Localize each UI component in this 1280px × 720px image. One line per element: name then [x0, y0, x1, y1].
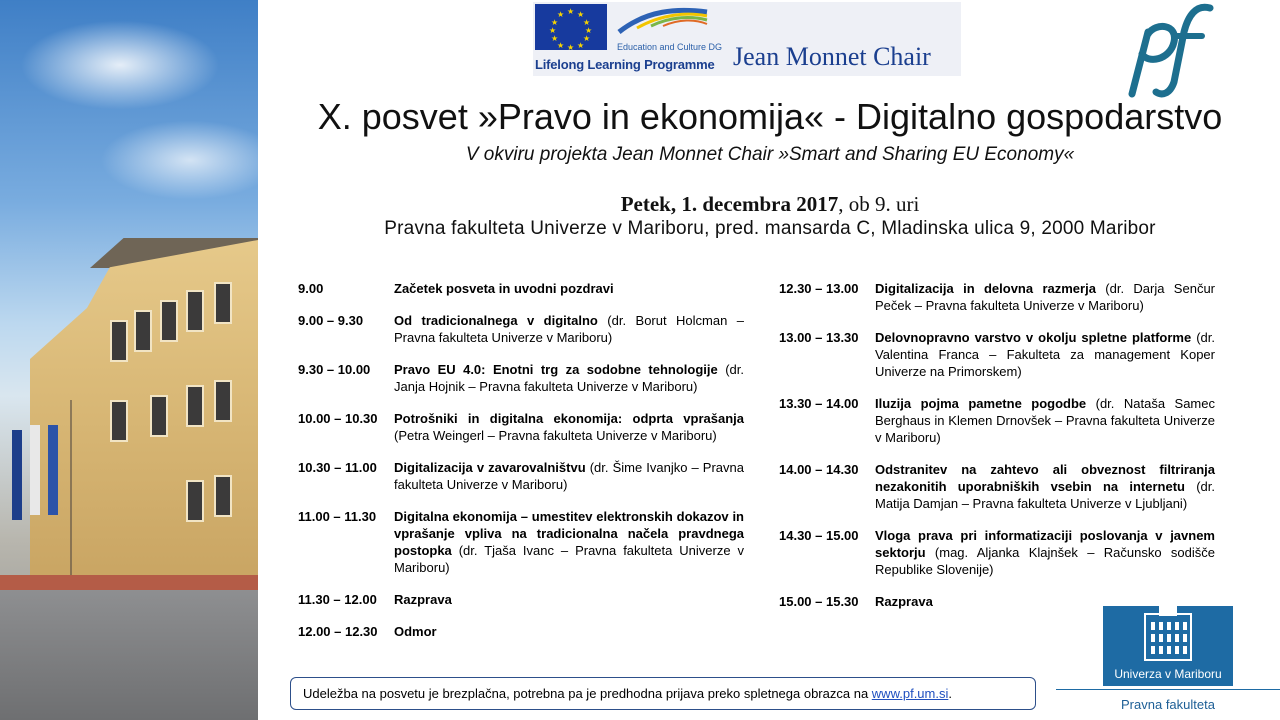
program-item [298, 312, 744, 346]
program-time: 11.00 – 11.30 [298, 509, 377, 524]
program-desc [394, 361, 744, 395]
building-window [110, 320, 128, 362]
program-title: Iluzija pojma pametne pogodbe [875, 396, 1087, 411]
program-speaker: (Petra Weingerl – Pravna fakulteta Univerze v Mariboru) [394, 428, 717, 443]
program-time: 15.00 – 15.30 [779, 594, 859, 609]
building-photo [0, 0, 258, 720]
program-time: 13.30 – 14.00 [779, 396, 859, 411]
program-title: Digitalizacija v zavarovalništvu [394, 460, 586, 475]
eu-flag-icon: ★ ★ ★ ★ ★ ★ ★ ★ ★ ★ ★ ★ [535, 4, 607, 50]
program-speaker: (dr. Šime Ivanjko – Pravna fakulteta Univerze v Mariboru) [394, 460, 744, 492]
program-title: Digitalna ekonomija – umestitev elektronskih dokazov in vprašanje vpliva na tradicionalna načela pravdnega postopka [394, 509, 744, 558]
event-date-main: Petek, 1. decembra 2017 [620, 192, 839, 216]
flag [48, 425, 58, 515]
program-item [779, 461, 1215, 512]
logo-divider [1056, 689, 1280, 690]
program-item [298, 508, 744, 576]
program-time: 12.30 – 13.00 [779, 281, 859, 296]
faculty-label: Pravna fakulteta [1121, 697, 1215, 712]
flag [30, 425, 40, 515]
cloud [20, 20, 220, 110]
building-window [150, 395, 168, 437]
program-item [779, 395, 1215, 446]
pf-logo [1118, 2, 1218, 98]
program-speaker: (dr. Tjaša Ivanc – Pravna fakulteta Univerze v Mariboru) [394, 543, 744, 575]
program-time: 10.30 – 11.00 [298, 460, 377, 475]
program-time: 9.00 [298, 281, 324, 296]
registration-text: Udeležba na posvetu je brezplačna, potrebna pa je predhodna prijava preko spletnega obrazca na [303, 686, 872, 701]
program-title: Pravo EU 4.0: Enotni trg za sodobne tehnologije [394, 362, 718, 377]
building-window [214, 380, 232, 422]
program-right-column [779, 280, 1215, 625]
program-title: Vloga prava pri informatizaciji poslovanja v javnem sektorju [875, 528, 1215, 560]
program-title: Delovnopravno varstvo v okolju spletne platforme [875, 330, 1192, 345]
program-speaker: (mag. Aljanka Klajnšek – Računsko sodišče Republike Slovenije) [875, 545, 1215, 577]
program-time: 10.00 – 10.30 [298, 411, 378, 426]
program-desc [875, 395, 1215, 446]
registration-end: . [948, 686, 952, 701]
program-desc [394, 410, 744, 444]
program-item [298, 361, 744, 395]
program-desc [394, 312, 744, 346]
chair-label: Jean Monnet Chair [733, 42, 931, 71]
program-title: Odmor [394, 624, 437, 639]
program-speaker: (dr. Borut Holcman – Pravna fakulteta Univerze v Mariboru) [394, 313, 745, 345]
program-time: 9.30 – 10.00 [298, 362, 371, 377]
event-location: Pravna fakulteta Univerze v Mariboru, pred. mansarda C, Mladinska ulica 9, 2000 Maribor [384, 218, 1156, 239]
program-item [779, 280, 1215, 314]
building-window [186, 290, 204, 332]
program-speaker: (dr. Janja Hojnik – Pravna fakulteta Univerze v Mariboru) [394, 362, 744, 394]
event-title: X. posvet »Pravo in ekonomija« - Digitalno gospodarstvo [317, 96, 1223, 137]
program-title: Od tradicionalnega v digitalno [394, 313, 598, 328]
program-speaker: (dr. Matija Damjan – Pravna fakulteta Univerze v Ljubljani) [875, 479, 1215, 511]
program-speaker: (dr. Darja Senčur Peček – Pravna fakulteta Univerze v Mariboru) [875, 281, 1215, 313]
dg-label: Education and Culture DG [617, 42, 723, 52]
flag [12, 430, 22, 520]
program-desc [875, 329, 1215, 380]
program-desc [875, 527, 1215, 578]
swoosh-icon [617, 6, 709, 36]
program-speaker: (dr. Valentina Franca – Fakulteta za management Koper Univerze na Primorskem) [875, 330, 1215, 379]
program-item [298, 459, 744, 493]
program-desc [394, 459, 744, 493]
event-time: , ob 9. uri [838, 192, 920, 216]
program-title: Digitalizacija in delovna razmerja [875, 281, 1096, 296]
program-desc [394, 280, 744, 297]
road [0, 590, 258, 720]
building-window [134, 310, 152, 352]
cloud [100, 120, 258, 200]
program-title: Potrošniki in digitalna ekonomija: odprta vprašanja [394, 411, 744, 426]
eu-programme-banner [533, 2, 961, 76]
building-window [214, 282, 232, 324]
program-time: 14.00 – 14.30 [779, 462, 859, 477]
program-time: 13.00 – 13.30 [779, 330, 859, 345]
program-desc [875, 461, 1215, 512]
program-time: 12.00 – 12.30 [298, 624, 378, 639]
program-left-column [298, 280, 744, 655]
registration-link[interactable]: www.pf.um.si [871, 686, 949, 701]
program-title: Razprava [875, 594, 933, 609]
program-item [298, 410, 744, 444]
program-item [298, 591, 744, 608]
program-desc [394, 508, 744, 576]
building-window [160, 300, 178, 342]
tree [70, 400, 142, 600]
program-item [779, 527, 1215, 578]
program-title: Začetek posveta in uvodni pozdravi [394, 281, 614, 296]
program-item [298, 280, 744, 297]
program-item [779, 329, 1215, 380]
program-title: Odstranitev na zahtevo ali obveznost filtriranja nezakonitih uporabniških vsebin na internetu [875, 462, 1215, 494]
event-subtitle: V okviru projekta Jean Monnet Chair »Smart and Sharing EU Economy« [465, 144, 1075, 165]
building-window [214, 475, 232, 517]
program-time: 14.30 – 15.00 [779, 528, 859, 543]
programme-label: Lifelong Learning Programme [535, 57, 715, 72]
program-desc [875, 280, 1215, 314]
event-date [270, 192, 1270, 217]
program-item [298, 623, 744, 640]
building-window [186, 480, 204, 522]
registration-note [290, 677, 1036, 710]
program-time: 9.00 – 9.30 [298, 313, 364, 328]
program-time: 11.30 – 12.00 [298, 592, 377, 607]
building-window [186, 385, 204, 427]
program-title: Razprava [394, 592, 452, 607]
program-desc [394, 623, 744, 640]
university-label: Univerza v Mariboru [1114, 667, 1222, 681]
program-speaker: (dr. Nataša Samec Berghaus in Klemen Drnovšek – Pravna fakulteta Univerze v Mariboru) [875, 396, 1215, 445]
program-desc [394, 591, 744, 608]
